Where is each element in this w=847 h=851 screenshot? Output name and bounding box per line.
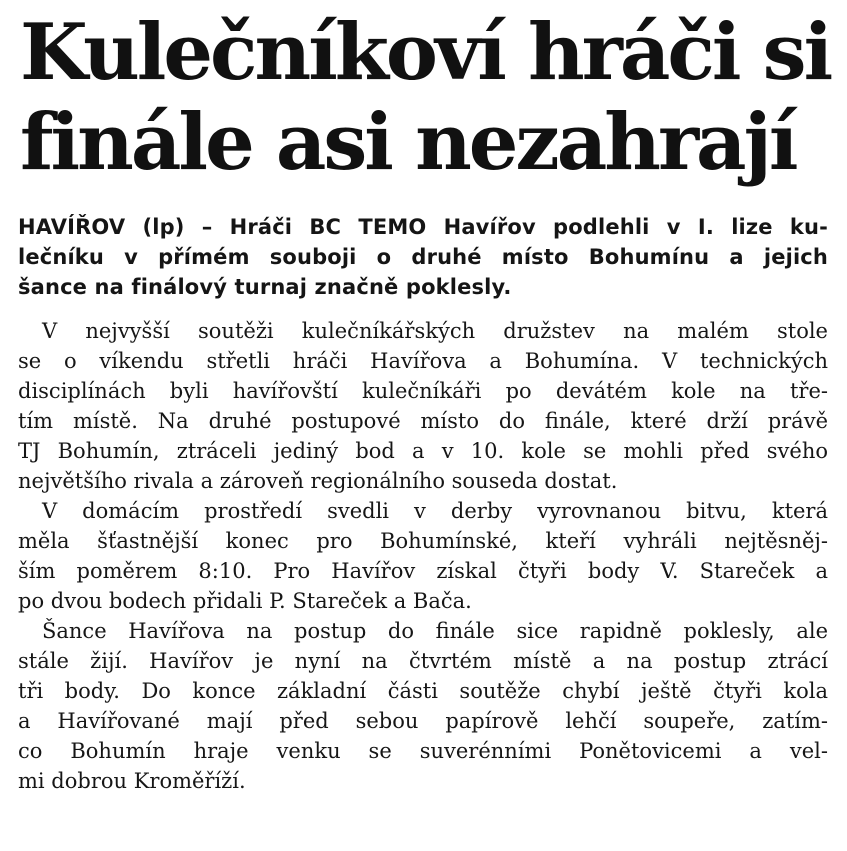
paragraph-line: největšího rivala a zároveň regionálního souseda dostat. [18,469,618,493]
paragraph-line: co Bohumín hraje venku se suverénními Ponětovicemi a vel- [18,739,828,763]
headline-line: Kulečníkoví hráči si [20,7,831,98]
paragraph-line: Šance Havířova na postup do finále sice rapidně poklesly, ale [42,619,828,643]
article-body [18,316,828,796]
paragraph [18,496,828,616]
paragraph-line: V nejvyšší soutěži kulečníkářských družstev na malém stole [42,319,828,343]
paragraph-line: a Havířované mají před sebou papírově lehčí soupeře, zatím- [18,709,828,733]
paragraph-line: TJ Bohumín, ztráceli jediný bod a v 10. kole se mohli před svého [18,439,828,463]
paragraph-line: měla šťastnější konec pro Bohumínské, kteří vyhráli nejtěsněj- [18,529,828,553]
lead-line: šance na finálový turnaj značně poklesly. [18,275,512,299]
paragraph-line: mi dobrou Kroměříží. [18,769,246,793]
lead-line: HAVÍŘOV (lp) – Hráči BC TEMO Havířov podlehli v I. lize ku- [18,215,828,239]
headline-line: finále asi nezahrají [20,97,796,188]
paragraph [18,316,828,496]
paragraph-line: stále žijí. Havířov je nyní na čtvrtém místě a na postup ztrácí [18,649,828,673]
paragraph-line: tři body. Do konce základní části soutěže chybí ještě čtyři kola [18,679,828,703]
paragraph-line: tím místě. Na druhé postupové místo do finále, které drží právě [18,409,828,433]
paragraph-line: ším poměrem 8:10. Pro Havířov získal čtyři body V. Stareček a [18,559,828,583]
paragraph-line: disciplínách byli havířovští kulečníkáři po devátém kole na tře- [18,379,828,403]
article-lead [18,212,828,302]
article-headline [20,8,840,188]
lead-line: lečníku v přímém souboji o druhé místo Bohumínu a jejich [18,245,828,269]
paragraph [18,616,828,796]
paragraph-line: V domácím prostředí svedli v derby vyrovnanou bitvu, která [42,499,828,523]
paragraph-line: se o víkendu střetli hráči Havířova a Bohumína. V technických [18,349,828,373]
paragraph-line: po dvou bodech přidali P. Stareček a Bača. [18,589,472,613]
